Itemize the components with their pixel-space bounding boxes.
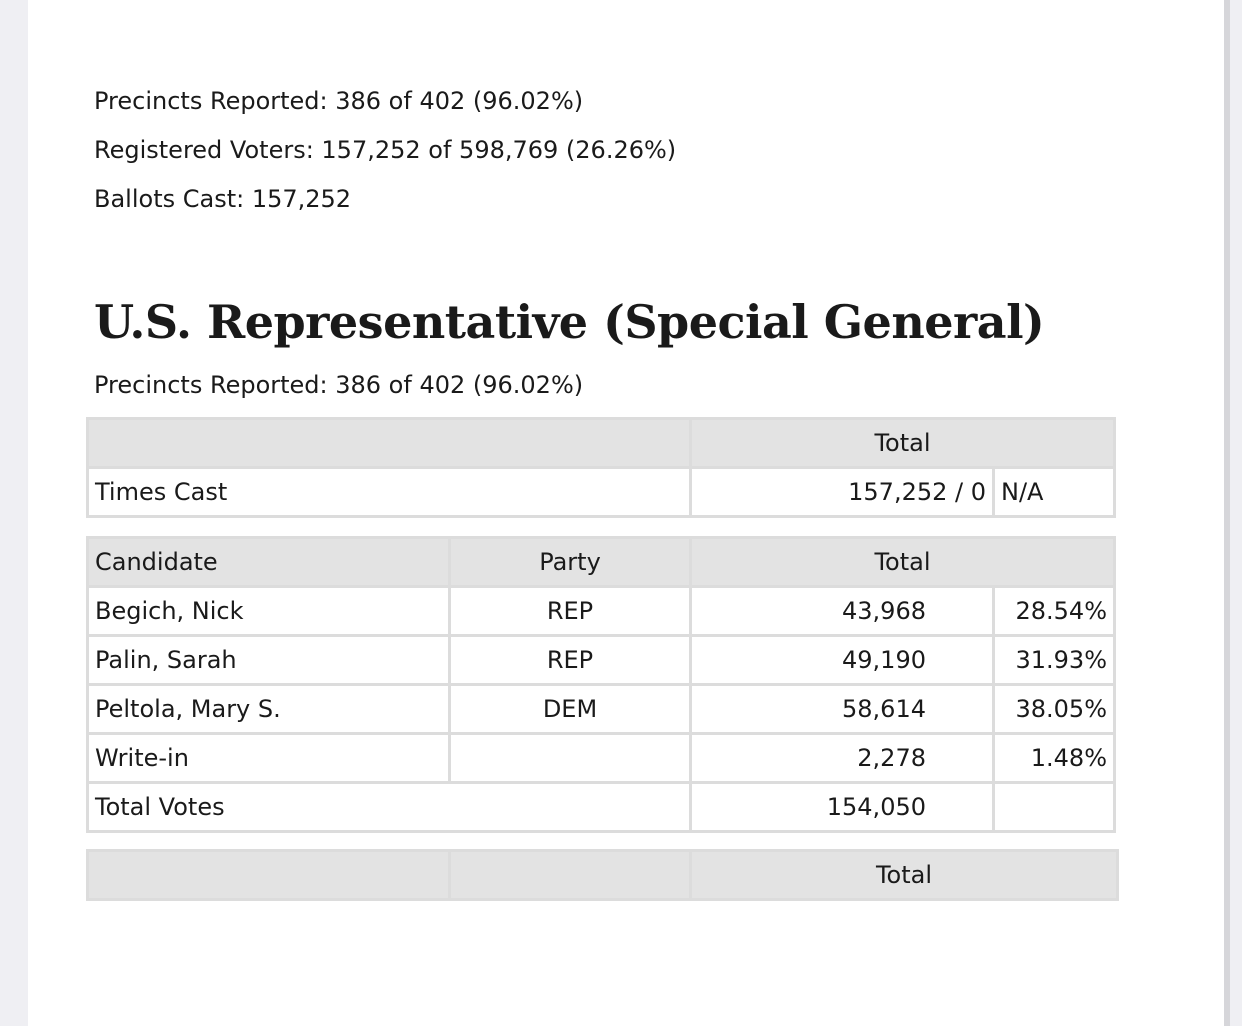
candidate-votes: 2,278 [692,735,992,781]
next-contest-table [86,849,1119,901]
total-votes-label: Total Votes [89,784,689,830]
header-party: Party [451,539,689,585]
candidate-party [451,735,689,781]
times-cast-label: Times Cast [89,469,689,515]
ballots-cast: Ballots Cast: 157,252 [94,185,352,213]
table-row [89,686,1113,732]
contest-title: U.S. Representative (Special General) [94,295,1045,349]
header-candidate: Candidate [89,539,448,585]
candidate-votes: 49,190 [692,637,992,683]
precincts-reported: Precincts Reported: 386 of 402 (96.02%) [94,87,584,115]
table-row [89,735,1113,781]
header-blank-cell [451,852,689,898]
total-votes-percent-blank [995,784,1113,830]
candidate-percent: 31.93% [995,637,1113,683]
candidate-party: DEM [451,686,689,732]
header-blank-cell [89,852,448,898]
candidate-votes: 43,968 [692,588,992,634]
header-total: Total [692,852,1116,898]
registered-voters: Registered Voters: 157,252 of 598,769 (26.26%) [94,136,677,164]
header-blank-cell [89,420,689,466]
times-cast-table [86,417,1116,518]
candidate-name: Peltola, Mary S. [89,686,448,732]
times-cast-extra: N/A [995,469,1113,515]
results-header-row [89,539,1113,585]
contest-precincts-reported: Precincts Reported: 386 of 402 (96.02%) [94,371,584,399]
candidate-percent: 28.54% [995,588,1113,634]
document-page [28,0,1224,1026]
times-cast-value: 157,252 / 0 [692,469,992,515]
candidate-party: REP [451,637,689,683]
times-cast-row [89,469,1113,515]
total-votes-row [89,784,1113,830]
candidate-percent: 38.05% [995,686,1113,732]
candidate-party: REP [451,588,689,634]
table-row [89,637,1113,683]
header-total: Total [692,539,1113,585]
table-row [89,588,1113,634]
times-cast-header-row [89,420,1113,466]
candidate-name: Palin, Sarah [89,637,448,683]
total-votes-value: 154,050 [692,784,992,830]
candidate-votes: 58,614 [692,686,992,732]
header-total: Total [692,420,1113,466]
candidate-percent: 1.48% [995,735,1113,781]
page-edge [1224,0,1230,1026]
next-header-row [89,852,1116,898]
results-table [86,536,1116,833]
candidate-name: Write-in [89,735,448,781]
candidate-name: Begich, Nick [89,588,448,634]
